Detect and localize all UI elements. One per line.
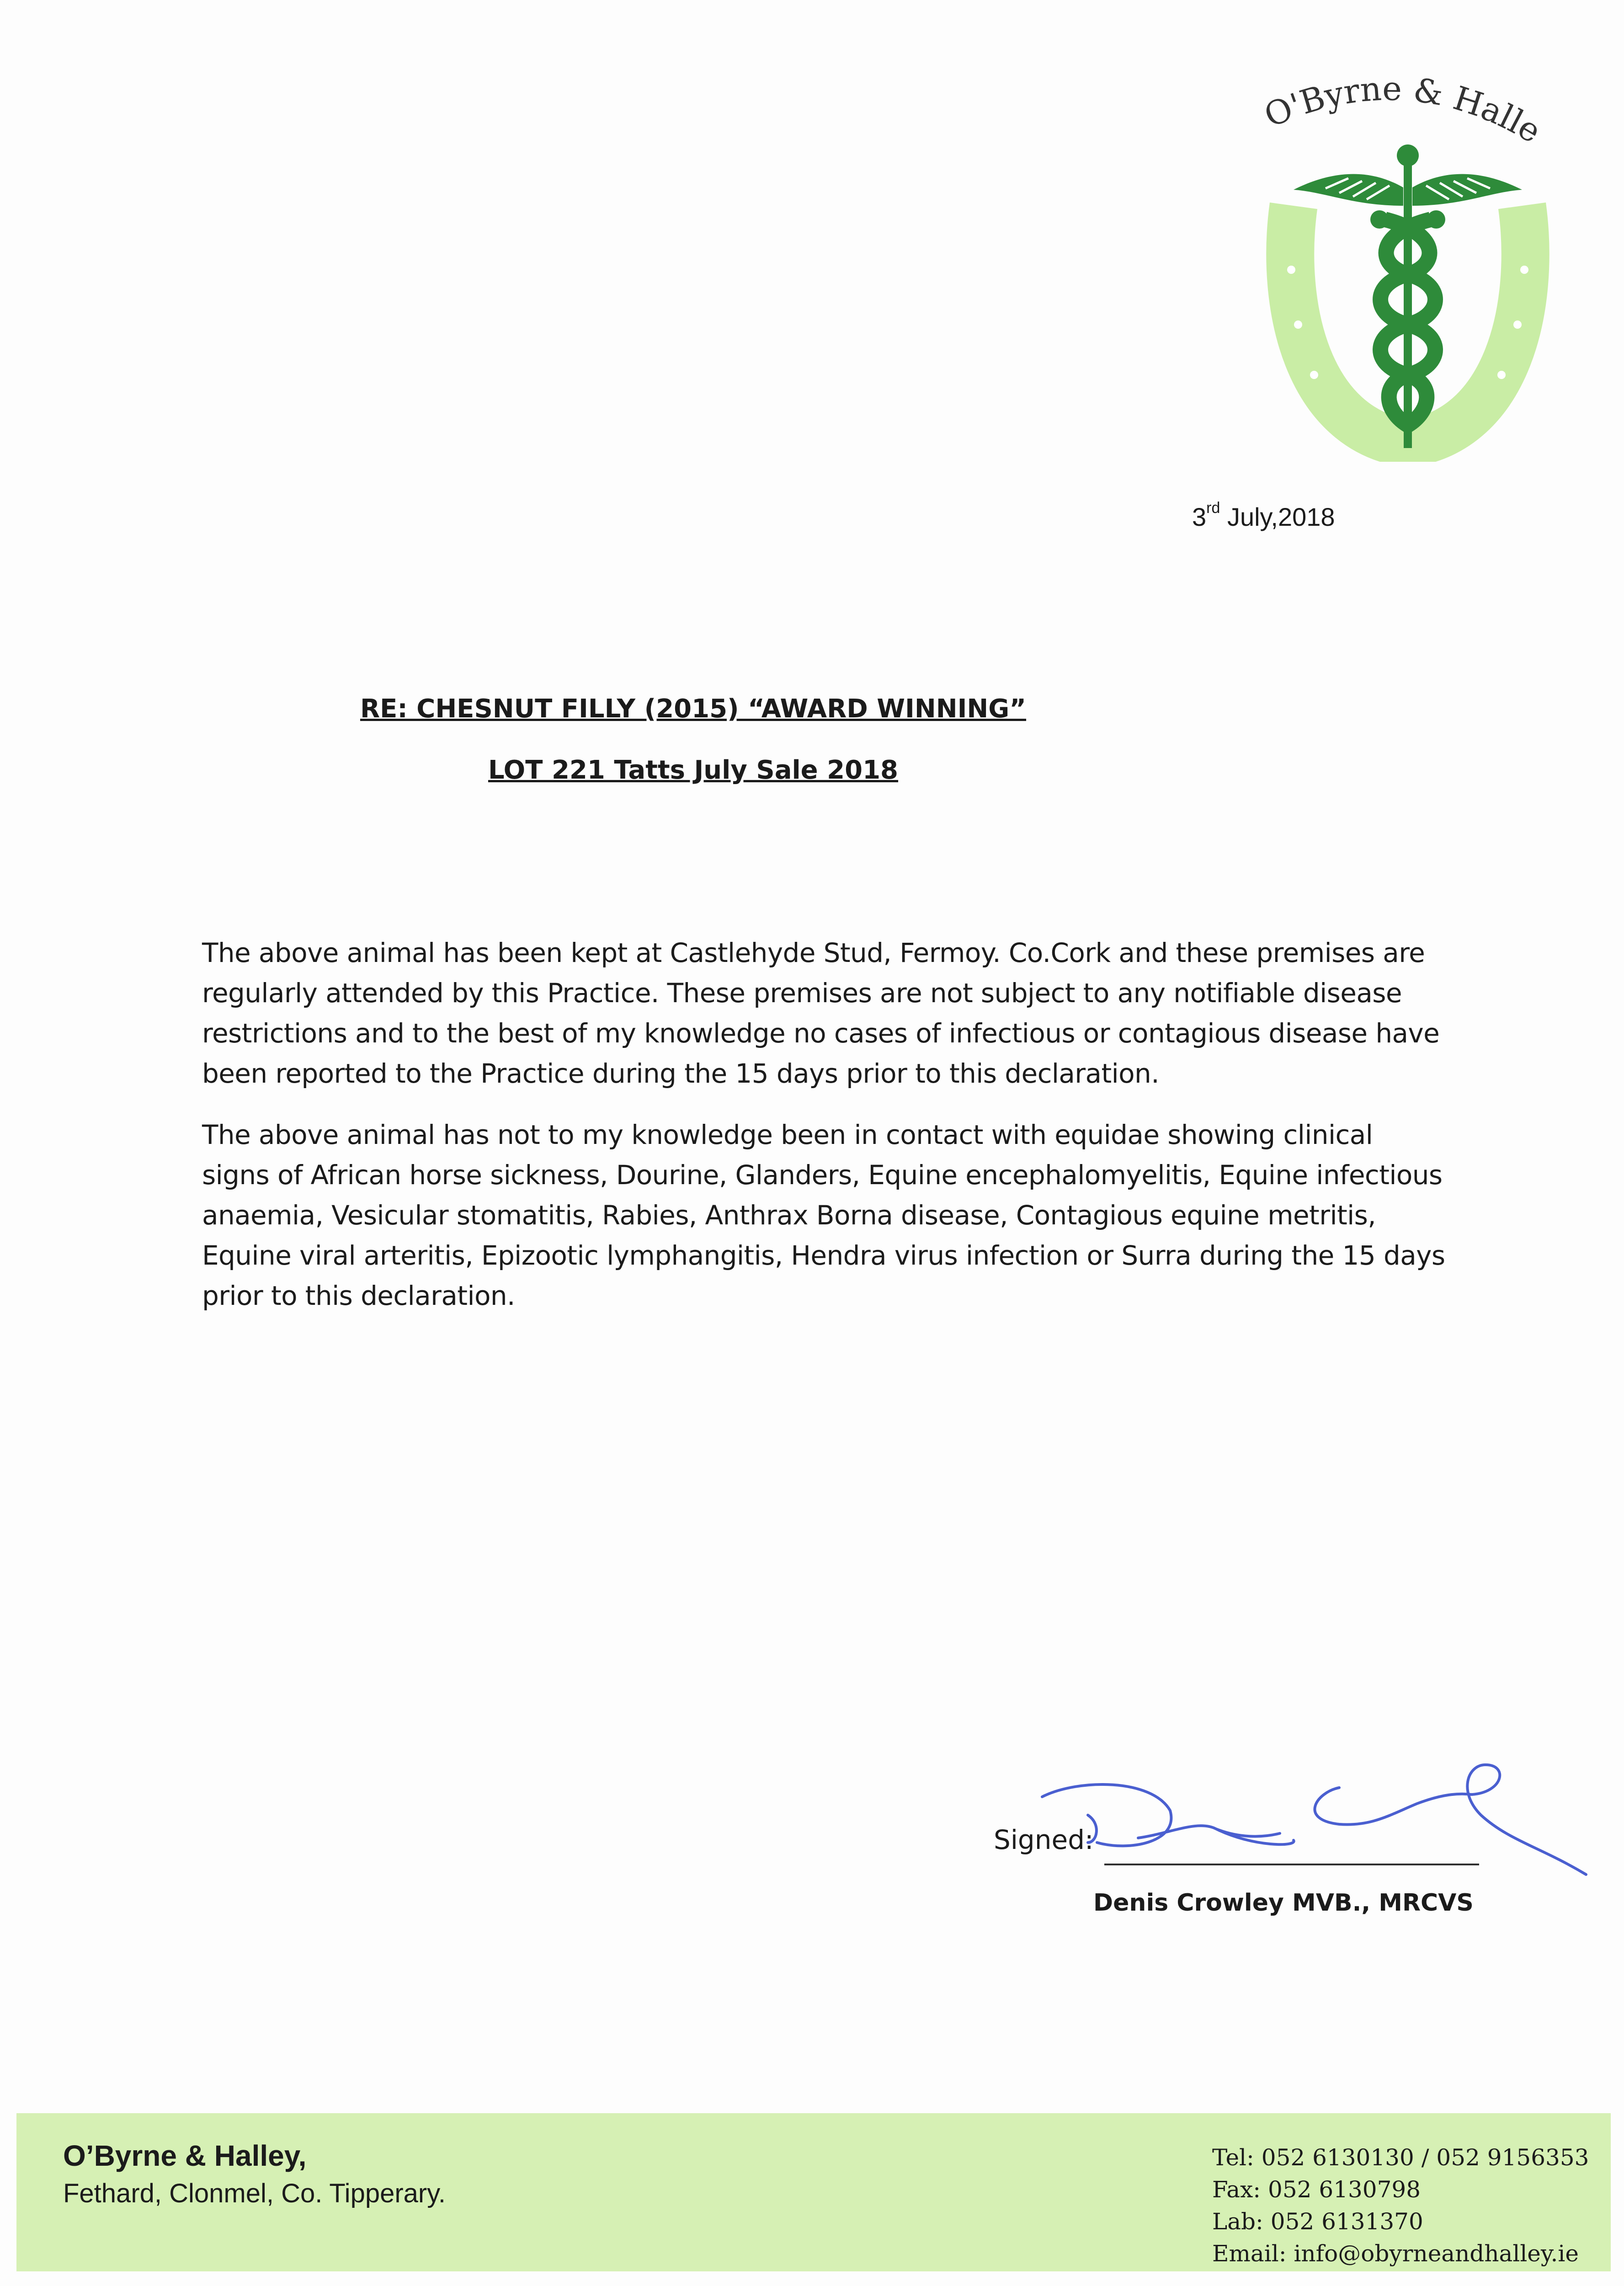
lot-heading: LOT 221 Tatts July Sale 2018 bbox=[488, 755, 899, 785]
footer-band bbox=[16, 2113, 1611, 2271]
date-suffix: rd bbox=[1206, 499, 1220, 517]
handwritten-signature bbox=[1024, 1728, 1595, 1879]
signed-label: Signed: bbox=[994, 1824, 1094, 1855]
footer-address: Fethard, Clonmel, Co. Tipperary. bbox=[63, 2179, 446, 2208]
footer-lab: Lab: 052 6131370 bbox=[1212, 2208, 1423, 2235]
footer-practice-name: O’Byrne & Halley, bbox=[63, 2139, 307, 2172]
body-paragraph-2: The above animal has not to my knowledge been in contact with equidae showing clinical signs of African horse sickness, Dourine, Glanders, Equine encephalomyelitis, Equine infectious anaemia, Vesicular stomatitis, Rabies, Anthrax Borna disease, Contagious equine metritis, Equine viral arteritis, Epizootic lymphangitis, Hendra virus infection or Surra during the 15 days prior to this declaration. bbox=[202, 1119, 1445, 1311]
date-rest: July,2018 bbox=[1227, 502, 1335, 531]
letter-date bbox=[1192, 499, 1335, 532]
signer-name: Denis Crowley MVB., MRCVS bbox=[1093, 1889, 1474, 1917]
caduceus-logo bbox=[1234, 69, 1581, 462]
subject-heading: RE: CHESNUT FILLY (2015) “AWARD WINNING” bbox=[360, 694, 1027, 724]
logo-text: O'Byrne & Halle bbox=[1258, 69, 1548, 151]
date-day: 3 bbox=[1192, 502, 1207, 531]
body-paragraph-1: The above animal has been kept at Castlehyde Stud, Fermoy. Co.Cork and these premises are regularly attended by this Practice. These premises are not subject to any notifiable disease restrictions and to the best of my knowledge no cases of infectious or contagious disease have been reported to the Practice during the 15 days prior to this declaration. bbox=[202, 937, 1440, 1089]
footer-fax: Fax: 052 6130798 bbox=[1212, 2176, 1421, 2203]
footer-email[interactable]: Email: info@obyrneandhalley.ie bbox=[1212, 2240, 1579, 2267]
footer-tel: Tel: 052 6130130 / 052 9156353 bbox=[1212, 2144, 1589, 2171]
footer-contact bbox=[1212, 2142, 1589, 2270]
signature-line bbox=[1104, 1864, 1479, 1865]
